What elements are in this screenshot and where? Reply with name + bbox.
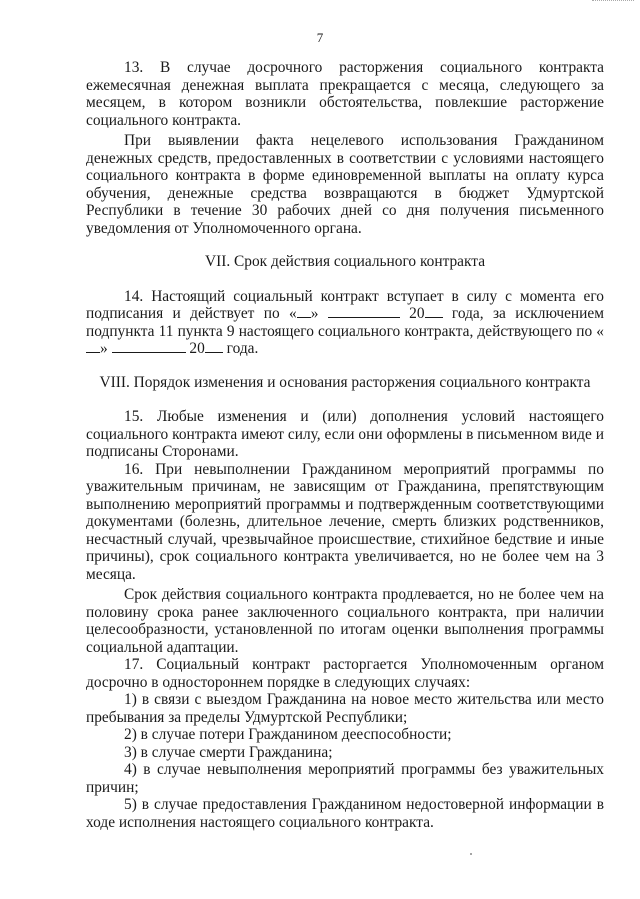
document-body	[86, 59, 604, 831]
paragraph-13: 13. В случае досрочного расторжения социального контракта ежемесячная денежная выплата прекращается с месяца, следующего за месяцем, в котором возникли обстоятельства, повлекшие расторжение социального контракта.	[86, 59, 604, 129]
month-blank	[328, 306, 400, 318]
year-blank-2	[205, 341, 223, 353]
paragraph-16: 16. При невыполнении Гражданином мероприятий программы по уважительным причинам, не зависящим от Гражданина, препятствующим выполнению мероприятий программы и подтвержденным соответствующими документами (болезнь, длительное лечение, смерть близких родственников, несчастный случай, чрезвычайное происшествие, стихийное бедствие и иные причины), срок социального контракта увеличивается, но не более чем на 3 месяца.	[86, 460, 604, 583]
paragraph-17: 17. Социальный контракт расторгается Уполномоченным органом досрочно в одностороннем порядке в следующих случаях:	[86, 656, 604, 691]
case-3: 3) в случае смерти Гражданина;	[124, 743, 333, 761]
paragraph-15: 15. Любые изменения и (или) дополнения условий настоящего социального контракта имеют силу, если они оформлены в письменном виде и подписаны Сторонами.	[86, 408, 604, 460]
case-4: 4) в случае невыполнения мероприятий программы без уважительных причин;	[86, 761, 604, 796]
section-8-heading: VIII. Порядок изменения и основания расторжения социального контракта	[99, 373, 591, 391]
paragraph-14: 14. Настоящий социальный контракт вступает в силу с момента его подписания и действует по « » 20 года, за исключением подпункта 11 пункта 9 настоящего социального контракта, действующего по «» 20 года.	[86, 287, 604, 357]
section-7-heading: VII. Срок действия социального контракта	[204, 253, 486, 270]
year-blank	[425, 306, 443, 318]
month-blank-2	[112, 341, 186, 353]
day-blank-2	[86, 341, 100, 353]
scan-speck	[470, 853, 472, 855]
paragraph-13-misuse: При выявлении факта нецелевого использования Гражданином денежных средств, предоставленных в соответствии с условиями настоящего социального контракта в форме единовременной выплаты на оплату курса обучения, денежные средства возвращаются в бюджет Удмуртской Республики в течение 30 рабочих дней со дня получения письменного уведомления от Уполномоченного органа.	[86, 132, 604, 237]
case-2: 2) в случае потери Гражданином дееспособности;	[124, 726, 452, 743]
page-number: 7	[316, 30, 324, 45]
day-blank	[297, 306, 311, 318]
corner-mark	[592, 0, 634, 1]
case-1: 1) в связи с выездом Гражданина на новое место жительства или место пребывания за пределы Удмуртской Республики;	[86, 691, 604, 726]
case-5: 5) в случае предоставления Гражданином недостоверной информации в ходе исполнения настоящего социального контракта.	[86, 796, 604, 831]
paragraph-16-extension: Срок действия социального контракта продлевается, но не более чем на половину срока ранее заключенного социального контракта, при наличии целесообразности, установленной по итогам оценки выполнения программы социальной адаптации.	[86, 586, 604, 656]
